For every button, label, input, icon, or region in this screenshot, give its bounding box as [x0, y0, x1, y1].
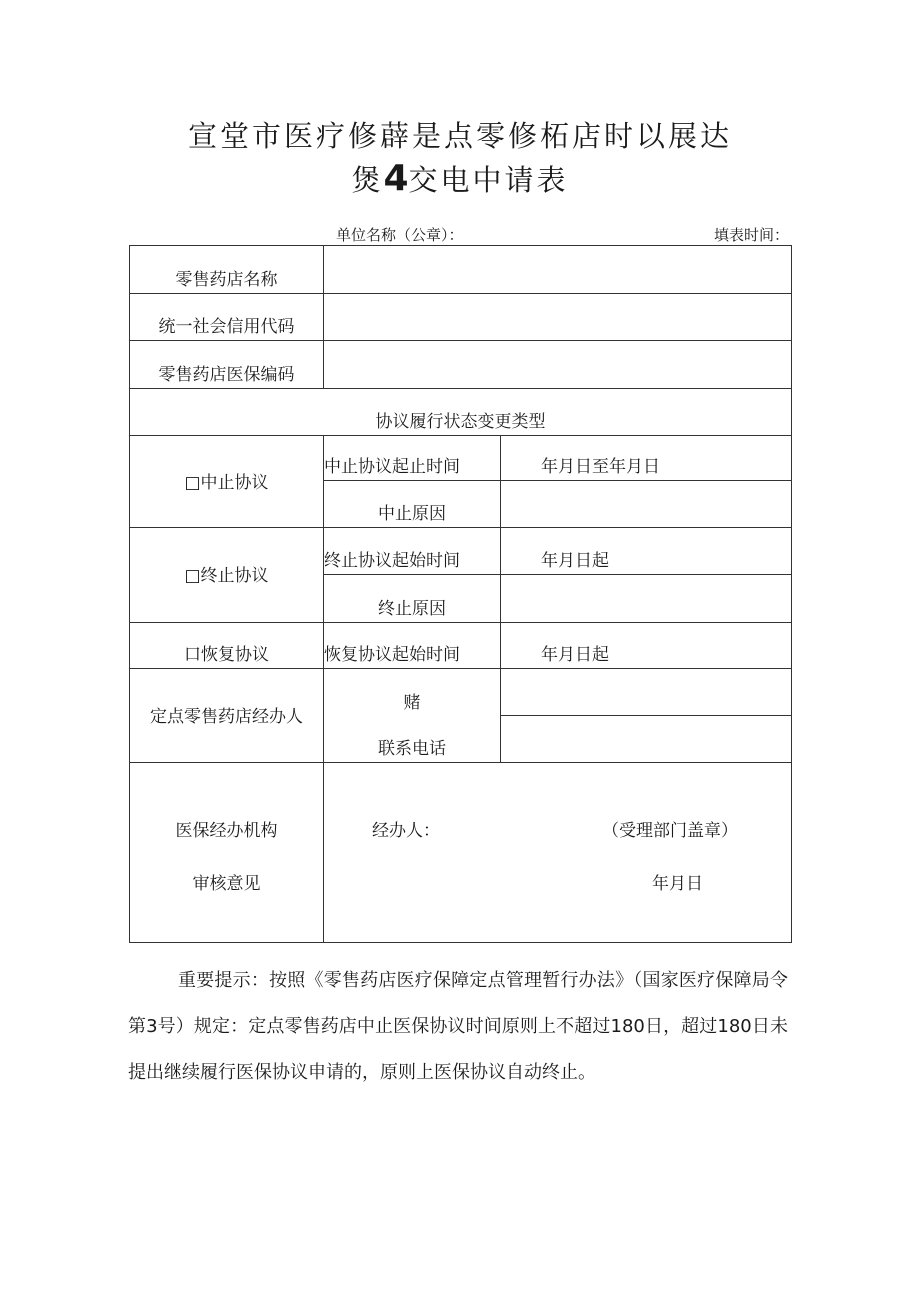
insurance-code-field[interactable] [324, 341, 792, 389]
review-handler-label: 经办人： [372, 821, 440, 841]
suspend-reason-label: 中止原因 [324, 481, 501, 528]
agent-name-label: 赌 [324, 669, 501, 716]
review-label-line2: 审核意见 [192, 874, 261, 894]
suspend-reason-field[interactable] [501, 481, 792, 528]
review-stamp-label: （受理部门盖章） [602, 821, 738, 841]
terminate-start-label: 终止协议起始时间 [324, 528, 501, 575]
suspend-option-checkbox[interactable]: □中止协议 [130, 436, 324, 528]
row-review [130, 763, 792, 943]
review-label-cell [130, 763, 324, 943]
review-date-label: 年月日 [652, 874, 703, 894]
row-suspend-period [130, 436, 792, 481]
unit-name-label: 单位名称（公章）： [336, 226, 464, 244]
form-title-line1: 宣堂市医疗修薜是点零修柘店时以展达 [187, 119, 732, 153]
terminate-reason-label: 终止原因 [324, 575, 501, 623]
row-credit-code [130, 294, 792, 341]
row-agent-name [130, 669, 792, 716]
agent-phone-label: 联系电话 [324, 716, 501, 763]
terminate-reason-field[interactable] [501, 575, 792, 623]
fill-time-label: 填表时间： [714, 226, 790, 244]
insurance-code-label: 零售药店医保编码 [130, 341, 324, 389]
suspend-period-value[interactable]: 年月日至年月日 [501, 436, 792, 481]
form-title-line2 [0, 158, 920, 199]
agent-phone-field[interactable] [501, 716, 792, 763]
review-opinion-field[interactable] [324, 763, 792, 943]
terminate-start-value[interactable]: 年月日起 [501, 528, 792, 575]
agent-name-field[interactable] [501, 669, 792, 716]
row-pharmacy-name [130, 246, 792, 294]
restore-start-value[interactable]: 年月日起 [501, 623, 792, 669]
status-change-type-header: 协议履行状态变更类型 [130, 389, 792, 436]
row-insurance-code [130, 341, 792, 389]
agent-label: 定点零售药店经办人 [130, 669, 324, 763]
pharmacy-name-label: 零售药店名称 [130, 246, 324, 294]
title-line2-number: 4 [383, 158, 409, 199]
restore-start-label: 恢复协议起始时间 [324, 623, 501, 669]
credit-code-field[interactable] [324, 294, 792, 341]
row-restore [130, 623, 792, 669]
row-status-change-type [130, 389, 792, 436]
title-line2-prefix: 煲 [351, 163, 384, 197]
suspend-period-label: 中止协议起止时间 [324, 436, 501, 481]
review-label-line1: 医保经办机构 [175, 821, 278, 841]
pharmacy-name-field[interactable] [324, 246, 792, 294]
restore-option-checkbox[interactable]: 口恢复协议 [130, 623, 324, 669]
row-terminate-start [130, 528, 792, 575]
credit-code-label: 统一社会信用代码 [130, 294, 324, 341]
application-form-table [129, 245, 792, 943]
title-line2-suffix: 交电中请表 [408, 163, 569, 197]
important-note: 重要提示：按照《零售药店医疗保障定点管理暂行办法》（国家医疗保障局令第3号）规定：定点零售药店中止医保协议时间原则上不超过180日，超过180日未提出继续履行医保协议申请的，原则上医保协议自动终止。 [128, 970, 788, 1083]
terminate-option-checkbox[interactable]: □终止协议 [130, 528, 324, 623]
